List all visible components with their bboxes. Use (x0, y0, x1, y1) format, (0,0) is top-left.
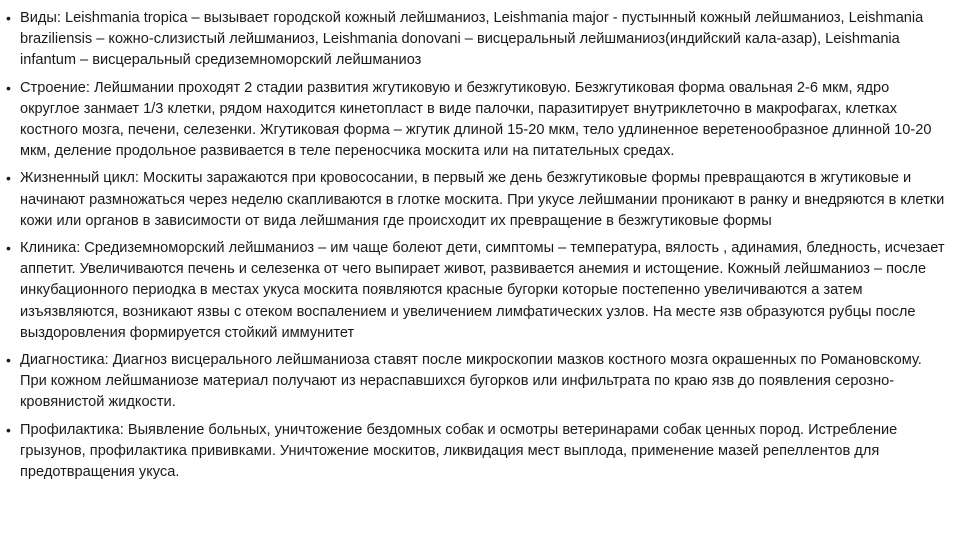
bullet-text-prevention: Профилактика: Выявление больных, уничтожение бездомных собак и осмотры ветеринарами собак ценных пород. Истребление грызунов, профилактика прививками. Уничтожение москитов, ликвидация мест выплода, применение мазей репеллентов для предотвращения укуса. (20, 421, 898, 481)
bullet-dot: • (6, 79, 11, 96)
bullet-clinic (0, 238, 946, 344)
bullet-text-species: Виды: Leishmania tropica – вызывает городской кожный лейшманиоз, Leishmania major - пустынный кожный лейшманиоз, Leishmania braziliensis – кожно-слизистый лейшманиоз, Leishmania donovani – висцеральный лейшманиоз(индийский кала-азар), Leishmania infantum – висцеральный средиземноморский лейшманиоз (20, 10, 924, 69)
bullet-text-clinic: Клиника: Средиземноморский лейшманиоз – им чаще болеют дети, симптомы – температура, вялость , адинамия, бледность, исчезает аппетит. Увеличиваются печень и селезенка от чего выпирает живот, развивается анемия и истощение. Кожный лейшманиоз – после инкубационного периодка в местах укуса москита появляются красные бугорки которые постепенно увеличиваются а затем изъязвляются, возникают язвы с отеком воспалением и увеличением лимфатических узлов. На месте язв образуются рубцы после выздоровления формируется стойкий иммунитет (20, 240, 945, 341)
bullet-text-structure: Строение: Лейшмании проходят 2 стадии развития жгутиковую и безжгутиковую. Безжгутиковая форма овальная 2-6 мкм, ядро округлое занмает 1/3 клетки, рядом находится кинетопласт в виде палочки, паразитирует внутриклеточно в макрофагах, клетках костного мозга, печени, селезенки. Жгутиковая форма – жгутик длиной 15-20 мкм, тело удлиненное веретенообразное длинной 10-20 мкм, деление продольное развивается в теле переносчика москита или на питательных средах. (20, 79, 932, 160)
bullet-list (0, 8, 946, 483)
bullet-dot: • (6, 352, 11, 369)
bullet-species (0, 8, 946, 72)
bullet-life-cycle (0, 168, 946, 232)
bullet-structure (0, 78, 946, 163)
bullet-dot: • (6, 170, 11, 187)
bullet-dot: • (6, 421, 11, 438)
bullet-prevention (0, 420, 946, 484)
bullet-diagnostics (0, 350, 946, 414)
bullet-dot: • (6, 240, 11, 257)
bullet-text-diagnostics: Диагностика: Диагноз висцерального лейшманиоза ставят после микроскопии мазков костного мозга окрашенных по Романовскому. При кожном лейшманиозе материал получают из нераспавшихся бугорков или инфильтрата по краю язв до появления серозно-кровянистой жидкости. (20, 352, 922, 411)
bullet-dot: • (6, 10, 11, 26)
bullet-text-life-cycle: Жизненный цикл: Москиты заражаются при кровососании, в первый же день безжгутиковые формы превращаются в жгутиковые и начинают размножаться через неделю скапливаются в глотке москита. При укусе лейшмании проникают в ранку и внедряются в клетки кожи или органов в зависимости от вида лейшмания где происходит их превращение в безжгутиковые формы (20, 170, 945, 229)
